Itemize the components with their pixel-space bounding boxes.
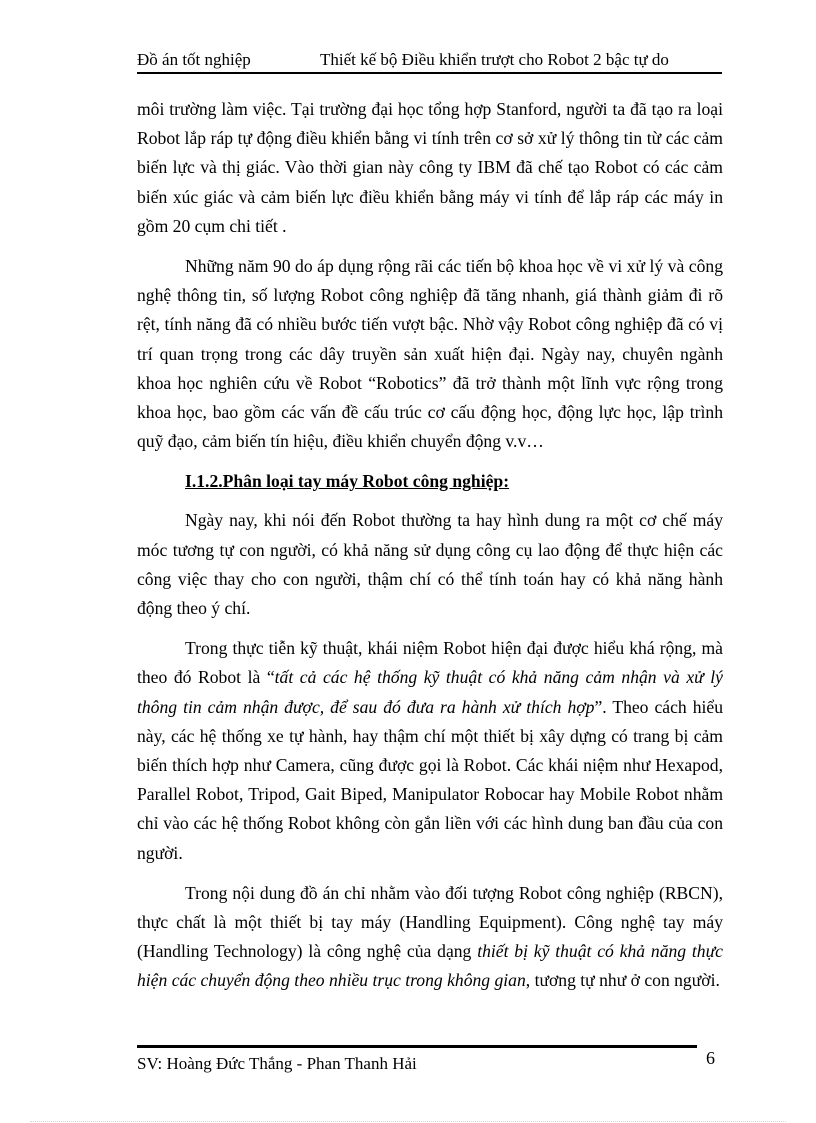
- document-body: [137, 95, 723, 1007]
- paragraph-1: môi trường làm việc. Tại trường đại học tổng hợp Stanford, người ta đã tạo ra loại Robot lắp ráp tự động điều khiển bằng vi tính trên cơ sở xử lý thông tin từ các cảm biến lực và thị giác. Vào thời gian này công ty IBM đã chế tạo Robot có các cảm biến xúc giác và cảm biến lực điều khiển bằng máy vi tính để lắp ráp các máy in gồm 20 cụm chi tiết .: [137, 99, 723, 236]
- paragraph-5-before: Trong nội dung đồ án chỉ nhằm vào đối tượng Robot công nghiệp (RBCN), thực chất là một thiết bị tay máy (Handling Equipment). Công nghệ tay máy (Handling Technology) là công nghệ của dạng: [137, 882, 723, 962]
- paragraph-3: Ngày nay, khi nói đến Robot thường ta hay hình dung ra một cơ chế máy móc tương tự con người, có khả năng sử dụng công cụ lao động để thực hiện các công việc thay cho con người, thậm chí có thể tính toán hay có khả năng hành động theo ý chí.: [137, 510, 723, 619]
- page-number: 6: [706, 1048, 715, 1068]
- header-right-title: Thiết kế bộ Điều khiển trượt cho Robot 2 bậc tự do: [320, 50, 669, 69]
- page-header: [137, 48, 722, 74]
- paragraph-4-italic: tất cả các hệ thống kỹ thuật có khả năng cảm nhận và xử lý thông tin cảm nhận được, để sau đó đưa ra hành xử thích hợp: [137, 667, 723, 717]
- paragraph-5-after: , tương tự như ở con người.: [525, 970, 720, 991]
- footer-authors: SV: Hoàng Đức Thắng - Phan Thanh Hải: [137, 1054, 417, 1073]
- paragraph-2: Những năm 90 do áp dụng rộng rãi các tiến bộ khoa học về vi xử lý và công nghệ thông tin, số lượng Robot công nghiệp đã tăng nhanh, giá thành giảm đi rõ rệt, tính năng đã có nhiều bước tiến vượt bậc. Nhờ vậy Robot công nghiệp đã có vị trí quan trọng trong các dây truyền sản xuất hiện đại. Ngày nay, chuyên ngành khoa học nghiên cứu về Robot “Robotics” đã trở thành một lĩnh vực rộng trong khoa học, bao gồm các vấn đề cấu trúc cơ cấu động học, động lực học, lập trình quỹ đạo, cảm biến tín hiệu, điều khiển chuyển động v.v…: [137, 256, 723, 452]
- header-left-title: Đồ án tốt nghiệp: [137, 50, 251, 69]
- paragraph-4-before: Trong thực tiễn kỹ thuật, khái niệm Robot hiện đại được hiểu khá rộng, mà theo đó Robot là “: [137, 638, 723, 688]
- section-title: I.1.2.Phân loại tay máy Robot công nghiệp:: [185, 471, 510, 492]
- paragraph-5: [137, 879, 723, 996]
- header-rule: [137, 72, 722, 74]
- paragraph-5-italic: thiết bị kỹ thuật có khả năng thực hiện các chuyển động theo nhiều trục trong không gian: [137, 941, 723, 991]
- paragraph-4-after: ”. Theo cách hiểu này, các hệ thống xe tự hành, hay thậm chí một thiết bị xây dựng có trang bị cảm biến thích hợp như Camera, cũng được gọi là Robot. Các khái niệm như Hexapod, Parallel Robot, Tripod, Gait Biped, Manipulator Robocar hay Mobile Robot nhằm chỉ vào các hệ thống Robot không còn gắn liền với các hình dung ban đầu của con người.: [137, 696, 724, 863]
- paragraph-4: [137, 634, 723, 868]
- footer-rule: [137, 1045, 697, 1048]
